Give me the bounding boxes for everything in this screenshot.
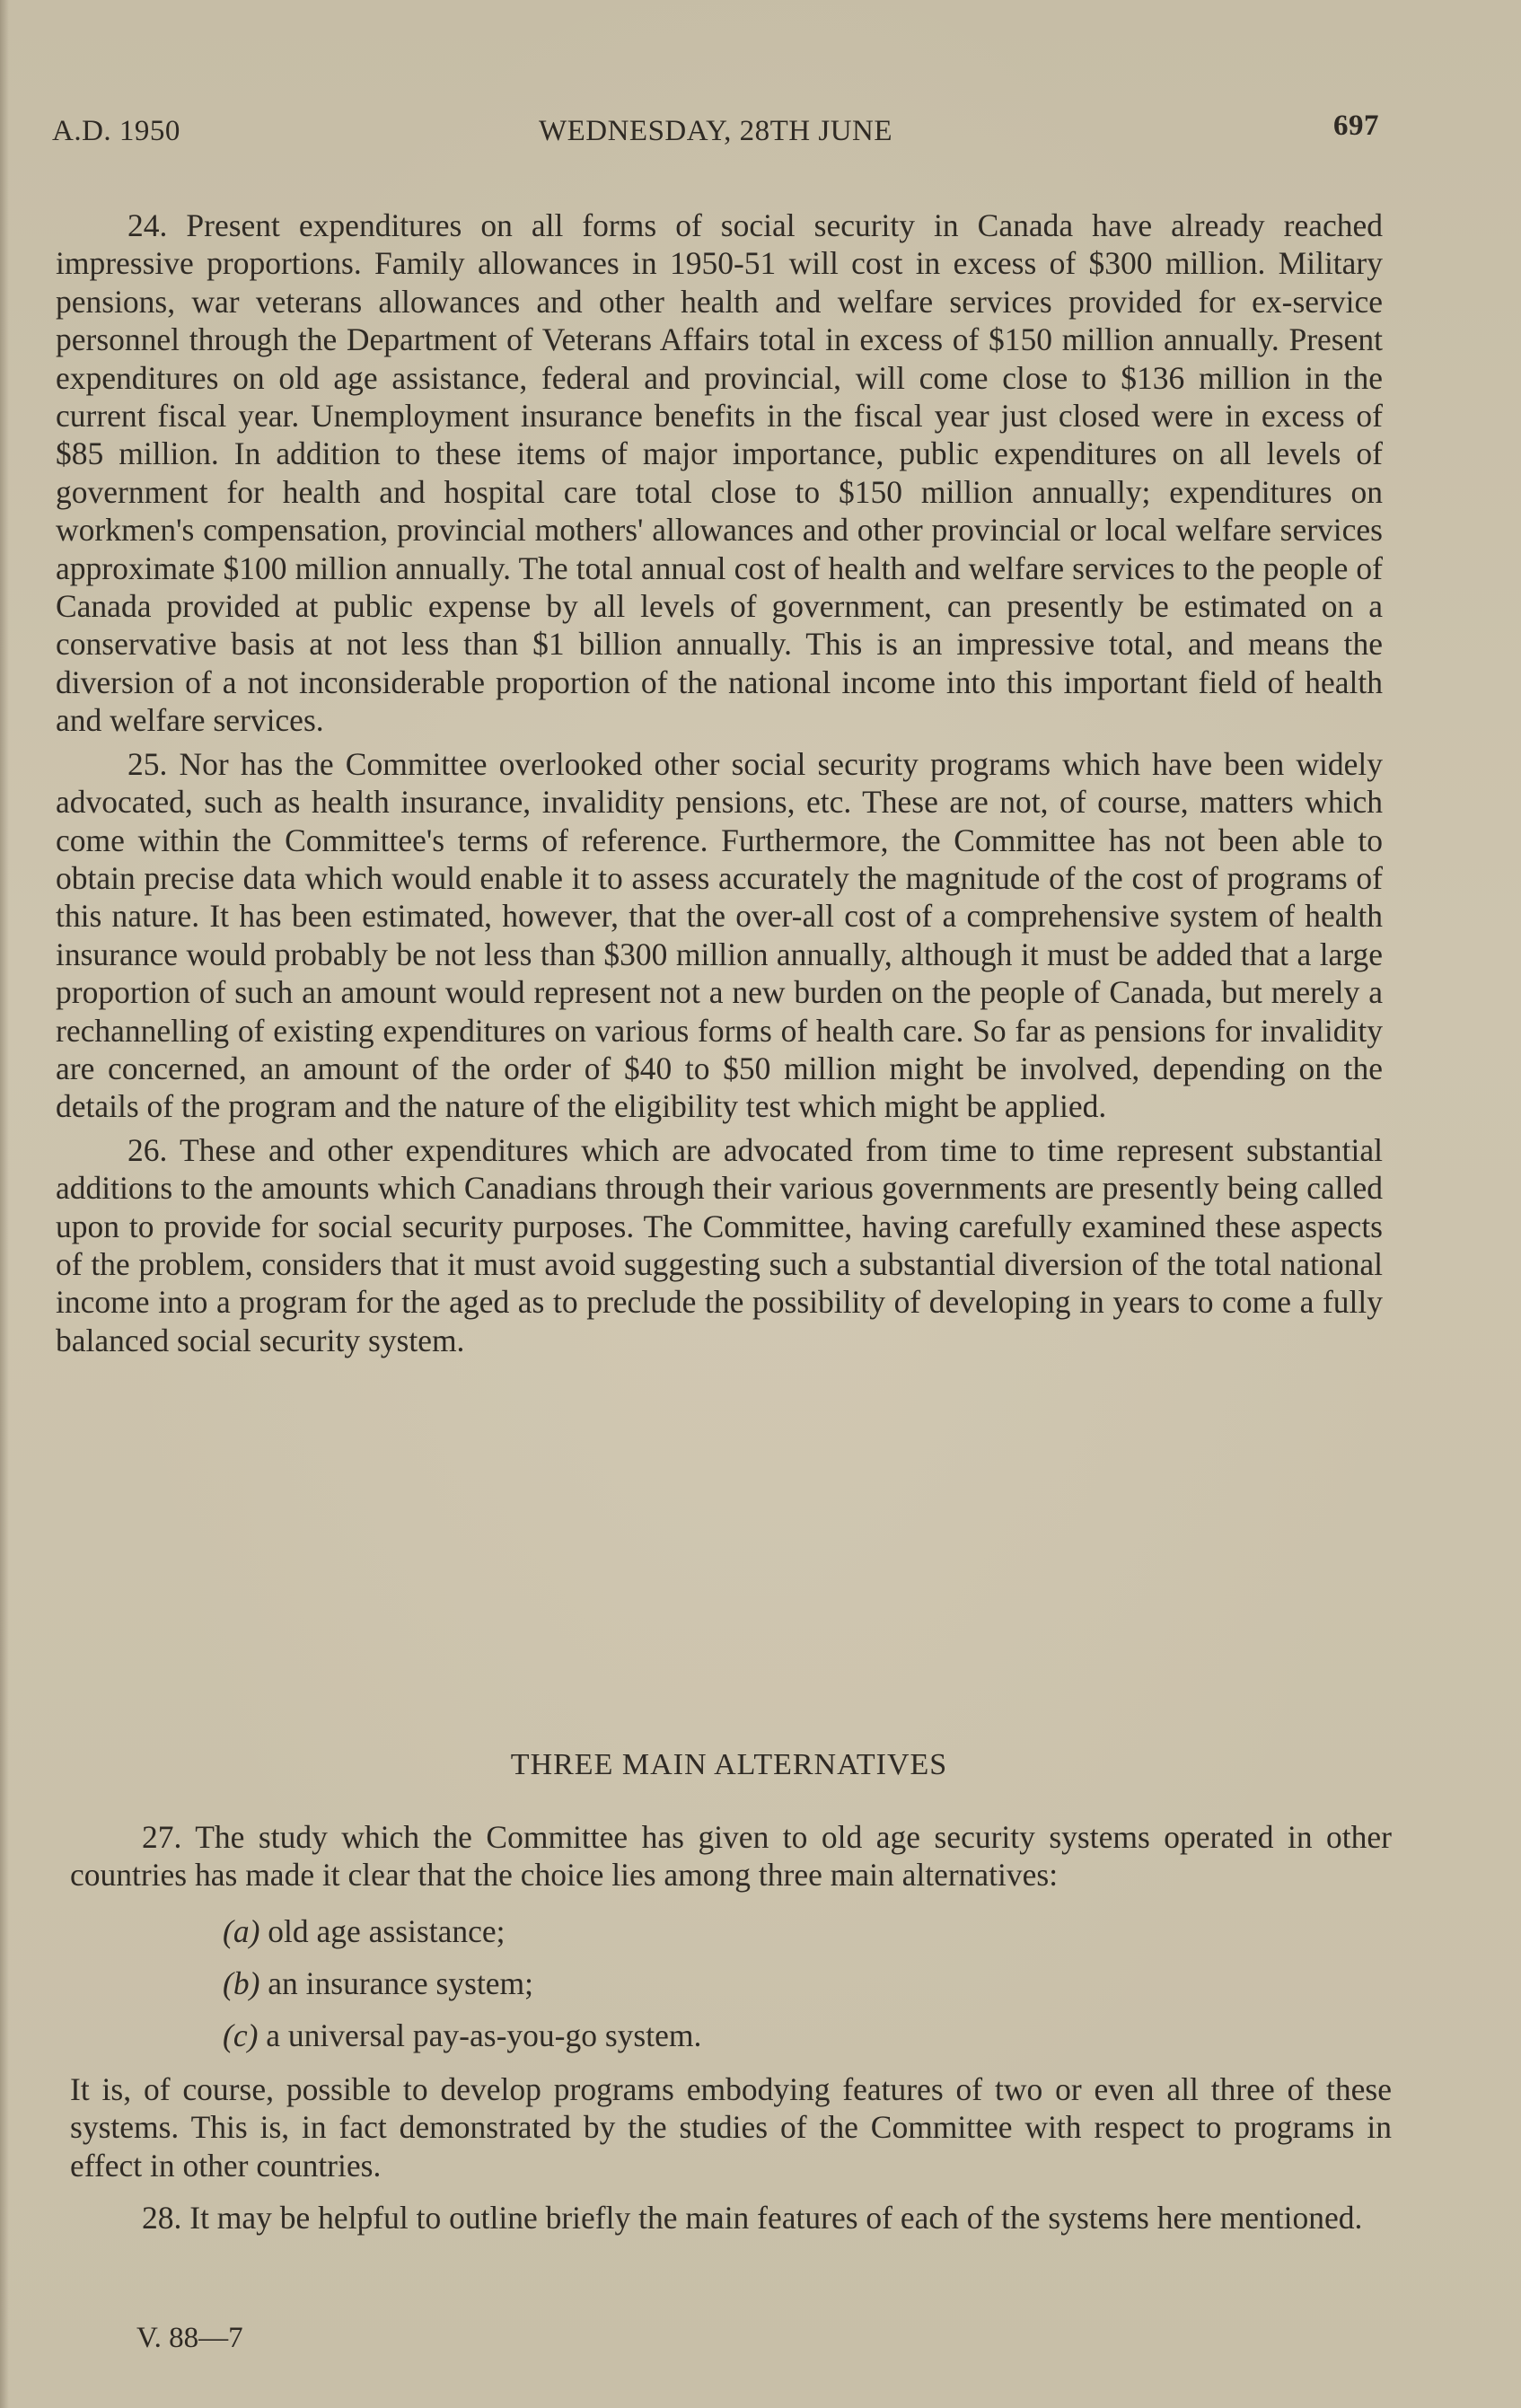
- paragraph-25: 25. Nor has the Committee overlooked other social security programs which have been widely advocated, such as health insurance, invalidity pensions, etc. These are not, of course, matters which come within the Committee's terms of reference. Furthermore, the Committee has not been able to obtain precise data which would enable it to assess accurately the magnitude of the cost of programs of this nature. It has been estimated, however, that the over-all cost of a comprehensive system of health insurance would probably be not less than $300 million annually, although it must be added that a large proportion of such an amount would represent not a new burden on the people of Canada, but merely a rechannelling of existing expenditures on various forms of health care. So far as pensions for invalidity are concerned, an amount of the order of $40 to $50 million might be involved, depending on the details of the program and the nature of the eligibility test which might be applied.: [56, 745, 1383, 1125]
- alternatives-text-block: [70, 1818, 1392, 2237]
- main-text-block: [56, 207, 1383, 1359]
- list-item-label: (b): [223, 1964, 260, 2001]
- list-item-text: an insurance system;: [268, 1964, 534, 2001]
- list-item: [70, 1957, 1392, 2009]
- list-item-label: (c): [223, 2017, 259, 2053]
- alternatives-list: [70, 1905, 1392, 2061]
- paragraph-27: 27. The study which the Committee has given to old age security systems operated in other countries has made it clear that the choice lies among three main alternatives:: [70, 1819, 1392, 1894]
- page-header: [52, 110, 1379, 160]
- list-item-label: (a): [223, 1912, 260, 1949]
- paragraph-27-continued: It is, of course, possible to develop programs embodying features of two or even all three of these systems. This is, in fact demonstrated by the studies of the Committee with respect to programs in effect in other countries.: [70, 2070, 1392, 2184]
- paragraph-24: 24. Present expenditures on all forms of social security in Canada have already reached impressive proportions. Family allowances in 1950-51 will cost in excess of $300 million. Military pensions, war veterans allowances and other health and welfare services provided for ex-service personnel through the Department of Veterans Affairs total in excess of $150 million annually. Present expenditures on old age assistance, federal and provincial, will come close to $136 million in the current fiscal year. Unemployment insurance benefits in the fiscal year just closed were in excess of $85 million. In addition to these items of major importance, public expenditures on all levels of government for health and hospital care total close to $150 million annually; expenditures on workmen's compensation, provincial mothers' allowances and other provincial or local welfare services approximate $100 million annually. The total annual cost of health and welfare services to the people of Canada provided at public expense by all levels of government, can presently be estimated on a conservative basis at not less than $1 billion annually. This is an impressive total, and means the diversion of a not inconsiderable proportion of the national income into this important field of health and welfare services.: [56, 207, 1383, 739]
- header-year: A.D. 1950: [52, 115, 180, 147]
- list-item: [70, 2009, 1392, 2061]
- list-item: [70, 1905, 1392, 1957]
- header-date: WEDNESDAY, 28TH JUNE: [538, 115, 893, 147]
- printer-signature: V. 88—7: [136, 2322, 243, 2354]
- list-item-text: old age assistance;: [268, 1912, 506, 1949]
- list-item-text: a universal pay-as-you-go system.: [266, 2017, 702, 2053]
- section-heading: THREE MAIN ALTERNATIVES: [510, 1748, 948, 1781]
- page-edge-shadow: [0, 0, 9, 2408]
- paragraph-26: 26. These and other expenditures which are advocated from time to time represent substantial additions to the amounts which Canadians through their various governments are presently being called upon to provide for social security purposes. The Committee, having carefully examined these aspects of the problem, considers that it must avoid suggesting such a substantial diversion of the total national income into a program for the aged as to preclude the possibility of developing in years to come a fully balanced social security system.: [56, 1131, 1383, 1358]
- paragraph-28: 28. It may be helpful to outline briefly the main features of each of the systems here mentioned.: [142, 2200, 1363, 2237]
- page-number: 697: [1333, 110, 1379, 142]
